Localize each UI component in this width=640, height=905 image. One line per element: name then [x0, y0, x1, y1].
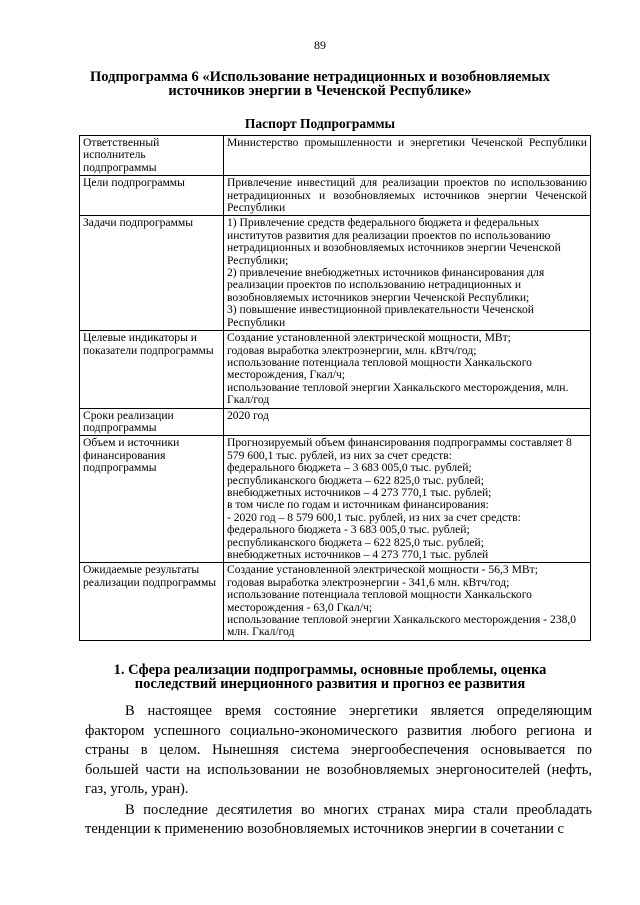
table-row-results [80, 563, 591, 640]
subprogram-title-line-1: Подпрограмма 6 «Использование нетрадиционных и возобновляемых [90, 69, 550, 85]
funding-item: внебюджетных источников – 4 273 770,1 тыс. рублей; [227, 485, 492, 499]
funding-item: республиканского бюджета – 622 825,0 тыс. рублей; [227, 473, 484, 487]
result-item: использование тепловой энергии Ханкальского месторождения - 238,0 млн. Гкал/год [227, 613, 577, 639]
funding-item: федерального бюджета - 3 683 005,0 тыс. рублей; [227, 523, 470, 537]
paragraph: В последние десятилетия во многих странах мира стали преобладать тенденции к применению возобновляемых источников энергии в сочетании с [85, 801, 592, 837]
funding-item: внебюджетных источников – 4 273 770,1 тыс. рублей [227, 548, 489, 561]
section-heading-line-2: последствий инерционного развития и прогноз ее развития [134, 676, 526, 692]
subprogram-title-line-2: источников энергии в Чеченской Республике» [168, 83, 472, 99]
row-label: Целевые индикаторы и показатели подпрограммы [80, 331, 224, 408]
section-heading-line-1: 1. Сфера реализации подпрограммы, основные проблемы, оценка [113, 662, 547, 678]
funding-item: - 2020 год – 8 579 600,1 тыс. рублей, из них за счет средств: [227, 510, 521, 524]
indicator-item: Создание установленной электрической мощности, МВт; [227, 331, 511, 345]
subprogram-title [90, 70, 550, 98]
row-label: Ожидаемые результаты реализации подпрограммы [80, 563, 224, 640]
row-label: Объем и источники финансирования подпрограммы [80, 436, 224, 563]
row-value [224, 331, 591, 408]
row-value: Министерство промышленности и энергетики Чеченской Республики [224, 136, 591, 176]
paragraph: В настоящее время состояние энергетики является определяющим фактором успешного социально-экономического развития любого региона и страны в целом. Нынешняя система энергообеспечения основывается по большей части на использовании не возобновляемых энергоносителей (нефть, газ, уголь, уран). [85, 703, 592, 797]
task-item: 1) Привлечение средств федерального бюджета и федеральных институтов развития для реализации проектов по использованию нетрадиционных и возобновляемых источников энергии Чеченской Республики; [227, 216, 561, 267]
row-label: Ответственный исполнитель подпрограммы [80, 136, 224, 176]
row-value: 2020 год [224, 408, 591, 436]
indicator-item: использование тепловой энергии Ханкальского месторождения, млн. Гкал/год [227, 380, 569, 407]
passport-heading: Паспорт Подпрограммы [244, 116, 396, 131]
result-item: использование потенциала тепловой мощности Ханкальского месторождения - 63,0 Гкал/ч; [227, 588, 532, 614]
table-row-funding [80, 436, 591, 563]
body-text [85, 702, 592, 840]
row-value [224, 216, 591, 331]
table-row-indicators [80, 331, 591, 408]
funding-item: в том числе по годам и источникам финансирования: [227, 498, 489, 512]
page-number: 89 [314, 38, 326, 52]
row-value [224, 436, 591, 563]
table-row-executor [80, 136, 591, 176]
row-value: Привлечение инвестиций для реализации проектов по использованию нетрадиционных и возобновляемых источников энергии Чеченской Республики [224, 176, 591, 216]
funding-item: федерального бюджета – 3 683 005,0 тыс. рублей; [227, 461, 472, 475]
row-value [224, 563, 591, 640]
funding-item: Прогнозируемый объем финансирования подпрограммы составляет 8 579 600,1 тыс. рублей, из них за счет средств: [227, 436, 572, 462]
funding-item: республиканского бюджета – 622 825,0 тыс. рублей; [227, 535, 484, 549]
passport-table [79, 135, 591, 641]
table-row-timeline [80, 408, 591, 436]
section-heading [100, 663, 560, 691]
result-item: годовая выработка электроэнергии - 341,6 млн. кВтч/год; [227, 575, 510, 589]
task-item: 3) повышение инвестиционной привлекательности Чеченской Республики [227, 303, 534, 329]
task-item: 2) привлечение внебюджетных источников финансирования для реализации проектов по использованию нетрадиционных и возобновляемых источников энергии Чеченской Республики; [227, 266, 545, 304]
table-row-goals [80, 176, 591, 216]
result-item: Создание установленной электрической мощности - 56,3 МВт; [227, 563, 538, 577]
row-label: Цели подпрограммы [80, 176, 224, 216]
indicator-item: годовая выработка электроэнергии, млн. кВтч/год; [227, 343, 477, 357]
row-label: Сроки реализации подпрограммы [80, 408, 224, 436]
table-row-tasks [80, 216, 591, 331]
row-label: Задачи подпрограммы [80, 216, 224, 331]
indicator-item: использование потенциала тепловой мощности Ханкальского месторождения, Гкал/ч; [227, 355, 532, 382]
